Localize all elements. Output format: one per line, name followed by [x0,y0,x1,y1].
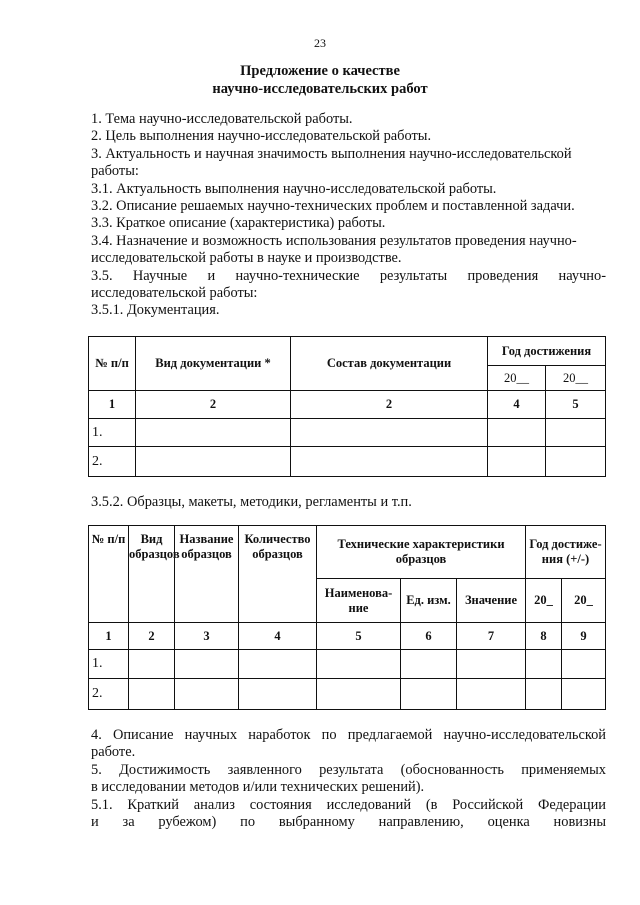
t1-index-cell: 5 [546,391,606,419]
item-4: 4. Описание научных наработок по предлагаемой научно-исследовательской [91,727,606,743]
t1-header-year1: 20__ [488,366,546,391]
t2-header-type: Вид образцов [129,526,175,623]
t1-index-cell: 1 [89,391,136,419]
t2-cell [401,650,457,679]
item-1: 1. Тема научно-исследовательской работы. [91,111,353,127]
t2-index-cell: 6 [401,623,457,650]
t2-header-value: Значение [457,579,526,623]
item-3-4: 3.4. Назначение и возможность использования результатов проведения научно- [91,232,577,249]
t2-header-qty: Количество образцов [239,526,317,623]
title-line-2: научно-исследовательских работ [212,81,428,97]
item-5-1: 5.1. Краткий анализ состояния исследований (в Российской Федерации [91,796,606,813]
t1-cell [546,447,606,477]
bottom-items [91,727,606,831]
t2-index-cell: 4 [239,623,317,650]
item-3-5: 3.5. Научные и научно-технические результаты проведения научно- [91,267,606,284]
t2-header-tech: Технические характеристики образцов [317,526,526,579]
t2-cell [175,650,239,679]
t1-index-cell: 4 [488,391,546,419]
t1-index-cell: 2 [291,391,488,419]
t2-cell [317,650,401,679]
t2-cell [562,679,606,710]
t2-cell [317,679,401,710]
t2-cell [457,650,526,679]
item-5-1-cont: и за рубежом) по выбранному направлению, оценка новизны [91,814,606,831]
t2-header-year2: 20_ [562,579,606,623]
t2-cell [239,679,317,710]
t2-cell [562,650,606,679]
item-5-cont: в исследовании методов и/или технических решений). [91,779,425,796]
item-3-5-cont: исследовательской работы: [91,285,258,302]
item-3-4-cont: исследовательской работы в науке и производстве. [91,250,402,267]
t1-cell [136,419,291,447]
item-3: 3. Актуальность и научная значимость выполнения научно-исследовательской [91,145,572,162]
item-4-cont: работе. [91,744,136,761]
t2-index-cell: 9 [562,623,606,650]
section-3-5-2: 3.5.2. Образцы, макеты, методики, регламенты и т.п. [91,494,412,510]
t1-cell [488,419,546,447]
t1-header-year2: 20__ [546,366,606,391]
t2-index-cell: 7 [457,623,526,650]
t1-row-num: 2. [89,447,136,477]
document-title [0,62,640,98]
t1-cell [291,419,488,447]
t2-row-num: 2. [89,679,129,710]
t2-cell [526,650,562,679]
t2-header-tech-name: Наименова-ние [317,579,401,623]
t2-header-year1: 20_ [526,579,562,623]
t2-header-unit: Ед. изм. [401,579,457,623]
t2-cell [526,679,562,710]
t1-cell [136,447,291,477]
t2-index-cell: 5 [317,623,401,650]
item-3-2: 3.2. Описание решаемых научно-технических проблем и поставленной задачи. [91,198,575,215]
t2-cell [401,679,457,710]
t1-header-num: № п/п [89,337,136,391]
t2-header-num: № п/п [89,526,129,623]
t2-cell [129,650,175,679]
item-5: 5. Достижимость заявленного результата (обоснованность применяемых [91,761,606,778]
t1-index-cell: 2 [136,391,291,419]
t2-index-cell: 3 [175,623,239,650]
table-row [89,679,606,710]
top-items [91,111,606,320]
item-3-3: 3.3. Краткое описание (характеристика) работы. [91,215,386,232]
t1-row-num: 1. [89,419,136,447]
table-row [89,419,606,447]
t1-cell [488,447,546,477]
t2-index-cell: 1 [89,623,129,650]
table-row [89,650,606,679]
page-number: 23 [314,36,326,50]
t2-index-cell: 2 [129,623,175,650]
t1-header-composition: Состав документации [291,337,488,391]
samples-table [88,525,606,710]
t1-cell [546,419,606,447]
t1-cell [291,447,488,477]
t2-cell [175,679,239,710]
item-3-5-1: 3.5.1. Документация. [91,302,220,319]
documentation-table [88,336,606,477]
item-3-cont: работы: [91,163,139,180]
t2-header-year: Год достиже-ния (+/-) [526,526,606,579]
t1-header-year: Год достижения [488,337,606,366]
table-row [89,447,606,477]
t1-header-type: Вид документации * [136,337,291,391]
t2-header-name: Название образцов [175,526,239,623]
t2-cell [239,650,317,679]
t2-cell [457,679,526,710]
title-line-1: Предложение о качестве [240,63,400,79]
t2-row-num: 1. [89,650,129,679]
t2-cell [129,679,175,710]
t2-index-cell: 8 [526,623,562,650]
item-3-1: 3.1. Актуальность выполнения научно-исследовательской работы. [91,180,497,197]
item-2: 2. Цель выполнения научно-исследовательской работы. [91,128,432,145]
